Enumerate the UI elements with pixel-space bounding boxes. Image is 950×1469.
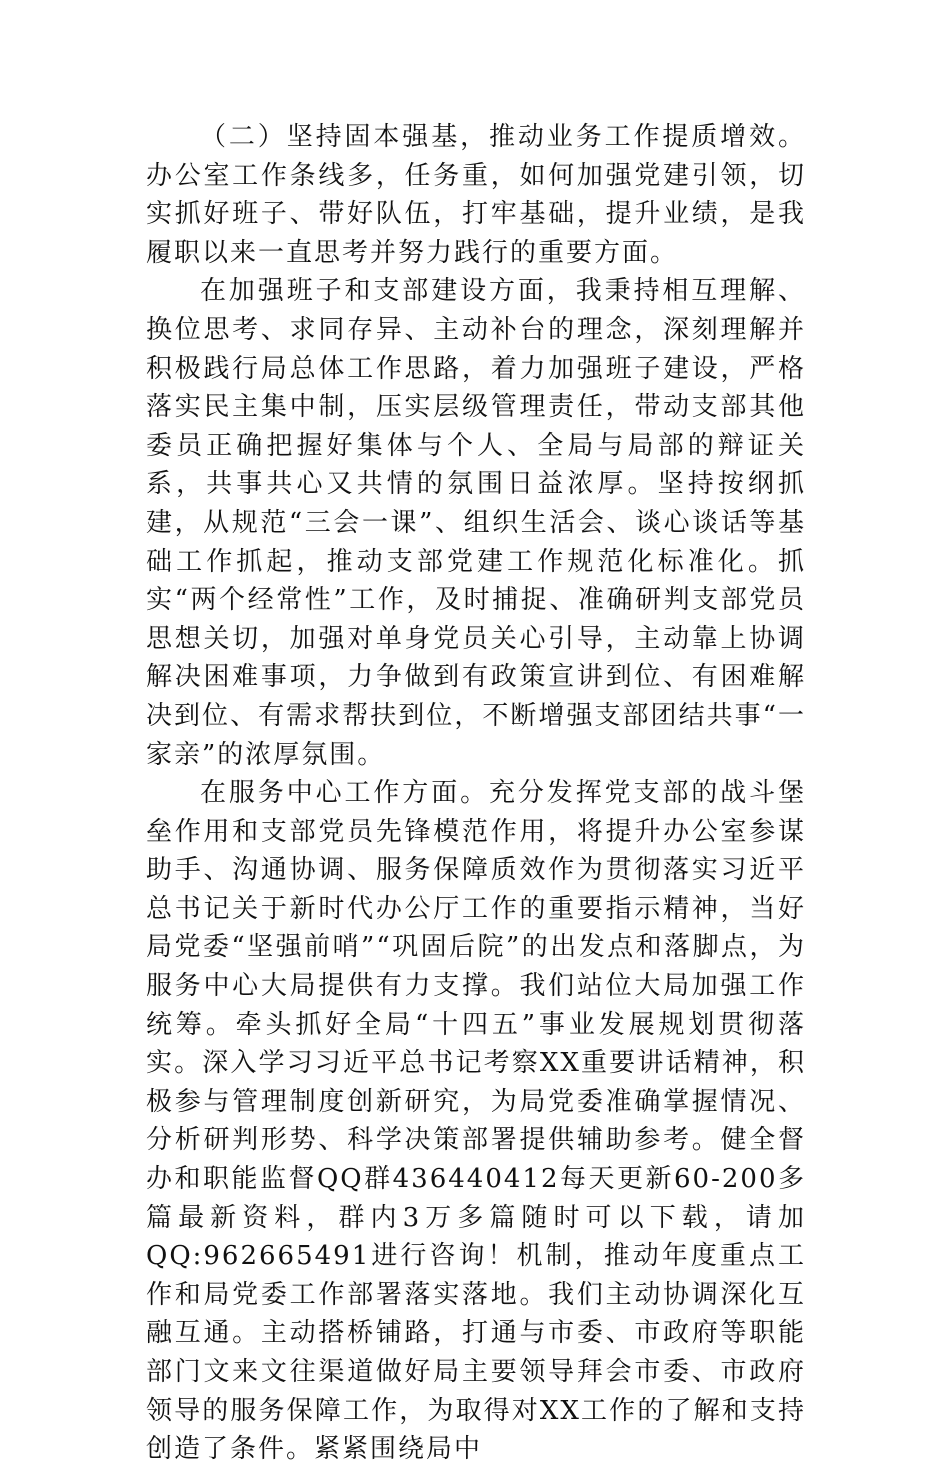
document-body — [146, 118, 806, 1469]
paragraph-3: 在服务中心工作方面。充分发挥党支部的战斗堡垒作用和支部党员先锋模范作用，将提升办公室参谋助手、沟通协调、服务保障质效作为贯彻落实习近平总书记关于新时代办公厅工作的重要指示精神，当好局党委“坚强前哨”“巩固后院”的出发点和落脚点，为服务中心大局提供有力支撑。我们站位大局加强工作统筹。牵头抓好全局“十四五”事业发展规划贯彻落实。深入学习习近平总书记考察XX重要讲话精神，积极参与管理制度创新研究，为局党委准确掌握情况、分析研判形势、科学决策部署提供辅助参考。健全督办和职能监督QQ群436440412每天更新60-200多篇最新资料，群内3万多篇随时可以下载，请加QQ:962665491进行咨询！机制，推动年度重点工作和局党委工作部署落实落地。我们主动协调深化互融互通。主动搭桥铺路，打通与市委、市政府等职能部门文来文往渠道做好局主要领导拜会市委、市政府领导的服务保障工作，为取得对XX工作的了解和支持创造了条件。紧紧围绕局中 — [146, 778, 806, 1465]
paragraph-1: （二）坚持固本强基，推动业务工作提质增效。办公室工作条线多，任务重，如何加强党建引领，切实抓好班子、带好队伍，打牢基础，提升业绩，是我履职以来一直思考并努力践行的重要方面。 — [146, 122, 806, 268]
paragraph-2: 在加强班子和支部建设方面，我秉持相互理解、换位思考、求同存异、主动补台的理念，深刻理解并积极践行局总体工作思路，着力加强班子建设，严格落实民主集中制，压实层级管理责任，带动支部其他委员正确把握好集体与个人、全局与局部的辩证关系，共事共心又共情的氛围日益浓厚。坚持按纲抓建，从规范“三会一课”、组织生活会、谈心谈话等基础工作抓起，推动支部党建工作规范化标准化。抓实“两个经常性”工作，及时捕捉、准确研判支部党员思想关切，加强对单身党员关心引导，主动靠上协调解决困难事项，力争做到有政策宣讲到位、有困难解决到位、有需求帮扶到位，不断增强支部团结共事“一家亲”的浓厚氛围。 — [146, 276, 806, 770]
